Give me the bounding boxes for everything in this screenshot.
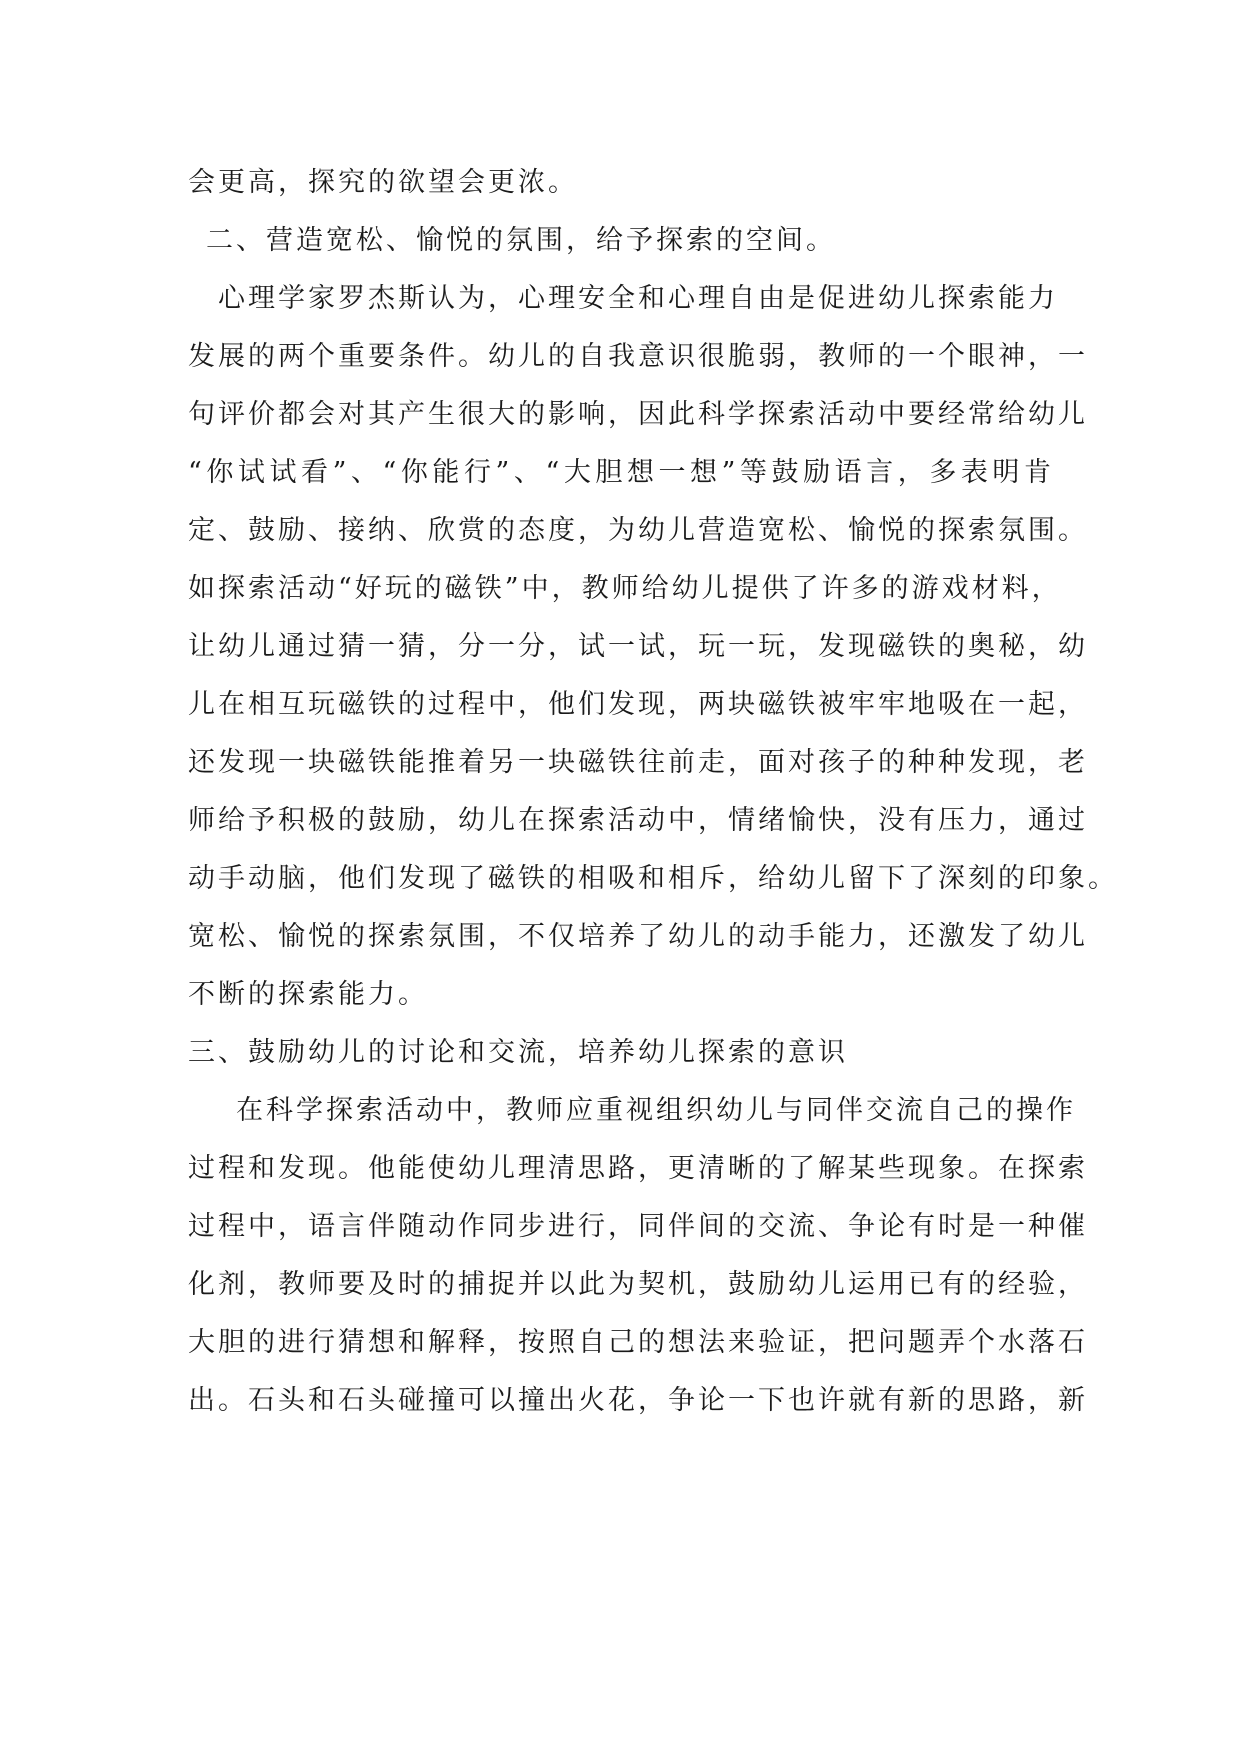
text-line: 还发现一块磁铁能推着另一块磁铁往前走，面对孩子的种种发现，老	[188, 747, 1088, 778]
text-line: 在科学探索活动中，教师应重视组织幼儿与同伴交流自己的操作	[236, 1095, 1076, 1126]
text-line: 儿在相互玩磁铁的过程中，他们发现，两块磁铁被牢牢地吸在一起，	[188, 689, 1088, 720]
section-heading-3: 三、鼓励幼儿的讨论和交流，培养幼儿探索的意识	[188, 1037, 848, 1068]
text-line: 动手动脑，他们发现了磁铁的相吸和相斥，给幼儿留下了深刻的印象。	[188, 863, 1118, 894]
text-line: 发展的两个重要条件。幼儿的自我意识很脆弱，教师的一个眼神，一	[188, 341, 1088, 372]
text-line: 化剂，教师要及时的捕捉并以此为契机，鼓励幼儿运用已有的经验，	[188, 1269, 1088, 1300]
text-line: “你试试看”、“你能行”、“大胆想一想”等鼓励语言，多表明肯	[188, 457, 1054, 488]
text-line: 出。石头和石头碰撞可以撞出火花，争论一下也许就有新的思路，新	[188, 1385, 1088, 1416]
text-line: 心理学家罗杰斯认为，心理安全和心理自由是促进幼儿探索能力	[218, 283, 1058, 314]
text-line: 大胆的进行猜想和解释，按照自己的想法来验证，把问题弄个水落石	[188, 1327, 1088, 1358]
text-line: 定、鼓励、接纳、欣赏的态度，为幼儿营造宽松、愉悦的探索氛围。	[188, 515, 1088, 546]
body-text	[188, 154, 1118, 1430]
text-line: 让幼儿通过猜一猜，分一分，试一试，玩一玩，发现磁铁的奥秘，幼	[188, 631, 1088, 662]
text-line: 宽松、愉悦的探索氛围，不仅培养了幼儿的动手能力，还激发了幼儿	[188, 921, 1088, 952]
text-line: 过程中，语言伴随动作同步进行，同伴间的交流、争论有时是一种催	[188, 1211, 1088, 1242]
text-line: 如探索活动“好玩的磁铁”中，教师给幼儿提供了许多的游戏材料，	[188, 573, 1062, 604]
text-line: 师给予积极的鼓励，幼儿在探索活动中，情绪愉快，没有压力，通过	[188, 805, 1088, 836]
text-line: 过程和发现。他能使幼儿理清思路，更清晰的了解某些现象。在探索	[188, 1153, 1088, 1184]
text-line: 不断的探索能力。	[188, 979, 428, 1010]
text-line: 会更高，探究的欲望会更浓。	[188, 167, 578, 198]
section-heading-2: 二、营造宽松、愉悦的氛围，给予探索的空间。	[206, 225, 836, 256]
text-line: 句评价都会对其产生很大的影响，因此科学探索活动中要经常给幼儿	[188, 399, 1088, 430]
